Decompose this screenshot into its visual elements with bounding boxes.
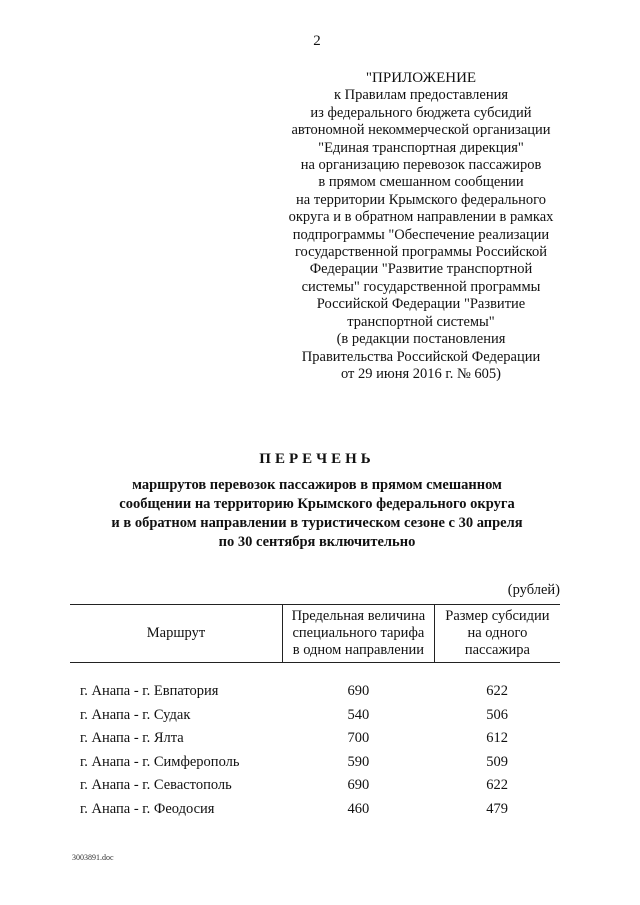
table-row: [70, 798, 560, 822]
annex-line: Правительства Российской Федерации: [301, 348, 541, 365]
table-row: [70, 774, 560, 798]
annex-line: "ПРИЛОЖЕНИЕ: [365, 70, 477, 86]
header-route: Маршрут: [70, 605, 282, 663]
table-row: [70, 704, 560, 728]
annex-header: [248, 70, 594, 383]
header-tariff-line: специального тарифа: [292, 625, 425, 641]
subtitle-line: сообщении на территорию Крымского федерального округа: [119, 496, 515, 512]
document-footer-code: 3003891.doc: [72, 853, 114, 862]
tariff-cell: 690: [347, 777, 370, 793]
subsidy-cell: 612: [486, 730, 509, 746]
subsidy-cell: 479: [486, 800, 509, 817]
annex-line: к Правилам предоставления: [333, 87, 509, 104]
route-cell: г. Анапа - г. Симферополь: [80, 753, 240, 770]
annex-line: (в редакции постановления: [336, 331, 506, 348]
annex-line: округа и в обратном направлении в рамках: [288, 209, 554, 226]
header-subsidy-line: на одного: [467, 625, 528, 641]
annex-line: от 29 июня 2016 г. № 605): [340, 365, 502, 382]
header-subsidy: [434, 605, 560, 663]
tariff-cell: 690: [347, 683, 370, 699]
route-cell: г. Анапа - г. Севастополь: [80, 777, 232, 793]
subtitle-line: маршрутов перевозок пассажиров в прямом смешанном: [132, 477, 502, 493]
subsidy-cell: 506: [486, 706, 509, 723]
subtitle-line: и в обратном направлении в туристическом сезоне с 30 апреля: [111, 515, 523, 531]
subsidy-cell: 622: [486, 777, 509, 793]
tariff-cell: 540: [347, 706, 370, 723]
header-subsidy-line: пассажира: [464, 642, 530, 658]
routes-table: [70, 604, 560, 821]
document-heading: ПЕРЕЧЕНЬ: [259, 451, 375, 467]
annex-line: на территории Крымского федерального: [296, 191, 546, 208]
document-subtitle: [50, 476, 584, 552]
table-row: [70, 727, 560, 751]
annex-line: Российской Федерации "Развитие: [316, 296, 526, 313]
subsidy-cell: 509: [486, 753, 509, 770]
tariff-cell: 590: [347, 753, 370, 770]
annex-line: из федерального бюджета субсидий: [310, 104, 532, 121]
units-label: (рублей): [507, 582, 560, 598]
routes-table-container: [70, 604, 560, 821]
route-cell: г. Анапа - г. Ялта: [80, 730, 184, 746]
annex-line: Федерации "Развитие транспортной: [309, 261, 533, 278]
annex-line: в прямом смешанном сообщении: [318, 174, 524, 191]
header-subsidy-line: Размер субсидии: [445, 608, 550, 624]
header-tariff-line: в одном направлении: [292, 642, 424, 658]
annex-line: автономной некоммерческой организации: [291, 122, 551, 139]
route-cell: г. Анапа - г. Судак: [80, 706, 191, 723]
annex-line: государственной программы Российской: [294, 244, 548, 261]
page-number: 2: [313, 33, 321, 49]
subtitle-line: по 30 сентября включительно: [218, 534, 416, 550]
annex-line: транспортной системы": [347, 313, 495, 330]
tariff-cell: 460: [347, 800, 370, 817]
route-cell: г. Анапа - г. Феодосия: [80, 800, 215, 817]
table-header-row: [70, 605, 560, 663]
header-tariff: [282, 605, 434, 663]
tariff-cell: 700: [347, 730, 370, 746]
header-tariff-line: Предельная величина: [291, 608, 426, 624]
route-cell: г. Анапа - г. Евпатория: [80, 683, 219, 699]
annex-line: на организацию перевозок пассажиров: [300, 157, 542, 174]
subsidy-cell: 622: [486, 683, 509, 699]
annex-line: "Единая транспортная дирекция": [318, 139, 524, 156]
table-row: [70, 751, 560, 775]
annex-line: подпрограммы "Обеспечение реализации: [292, 226, 550, 243]
table-row: [70, 663, 560, 704]
annex-line: системы" государственной программы: [301, 278, 541, 295]
